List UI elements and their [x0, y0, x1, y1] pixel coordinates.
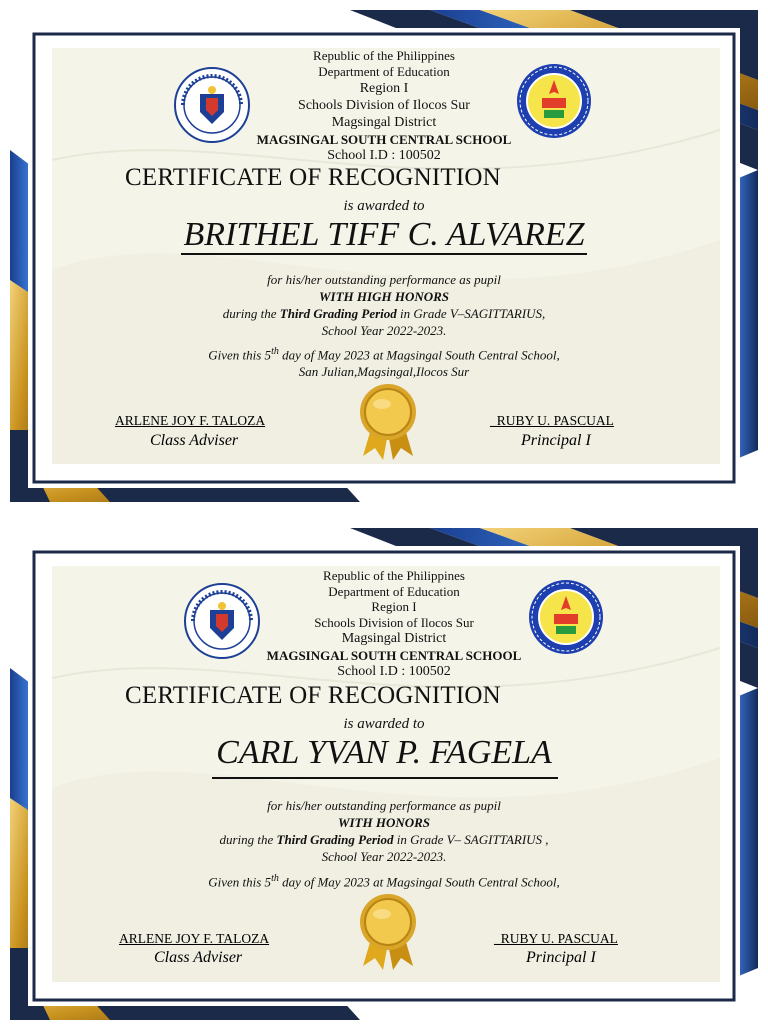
principal-name: _RUBY U. PASCUAL — [494, 931, 618, 946]
gold-seal-icon — [355, 382, 421, 462]
performance-text: for his/her outstanding performance as pupil — [267, 272, 501, 287]
header-district: Magsingal District — [341, 631, 447, 646]
certificate-2 — [10, 528, 758, 1020]
honor-text: WITH HONORS — [337, 815, 431, 830]
header-department: Department of Education — [318, 64, 450, 79]
header-district: Magsingal District — [331, 115, 437, 130]
gold-seal-icon — [355, 892, 421, 972]
header-region: Region I — [359, 81, 409, 96]
header-department: Department of Education — [328, 584, 460, 599]
certificate-1 — [10, 10, 758, 502]
performance-text: for his/her outstanding performance as pupil — [267, 798, 501, 813]
location-text: San Julian,Magsingal,Ilocos Sur — [298, 364, 470, 379]
header-school-id: School I.D : 100502 — [327, 148, 441, 163]
awarded-to-text: is awarded to — [343, 198, 425, 214]
adviser-role: Class Adviser — [150, 432, 239, 449]
given-text: Given this 5th day of May 2023 at Magsingal South Central School, — [208, 873, 560, 890]
certificate-title: CERTIFICATE OF RECOGNITION — [125, 164, 501, 191]
honor-text: WITH HIGH HONORS — [318, 289, 450, 304]
header-school: MAGSINGAL SOUTH CENTRAL SCHOOL — [256, 132, 512, 147]
grading-period-text: during the Third Grading Period in Grade V– SAGITTARIUS , — [219, 832, 549, 847]
school-year-text: School Year 2022-2023. — [321, 849, 447, 864]
certificate-title: CERTIFICATE OF RECOGNITION — [125, 682, 501, 709]
header-division: Schools Division of Ilocos Sur — [298, 98, 470, 113]
header-republic: Republic of the Philippines — [323, 568, 465, 583]
header-school: MAGSINGAL SOUTH CENTRAL SCHOOL — [266, 648, 522, 663]
given-text: Given this 5th day of May 2023 at Magsingal South Central School, — [208, 346, 560, 363]
recipient-name: CARL YVAN P. FAGELA — [216, 734, 552, 771]
principal-name: _RUBY U. PASCUAL — [490, 413, 614, 428]
recipient-name: BRITHEL TIFF C. ALVAREZ — [183, 216, 585, 253]
school-year-text: School Year 2022-2023. — [321, 323, 447, 338]
header-republic: Republic of the Philippines — [313, 48, 455, 63]
header-school-id: School I.D : 100502 — [337, 664, 451, 679]
header-division: Schools Division of Ilocos Sur — [314, 615, 474, 630]
principal-role: Principal I — [526, 949, 596, 966]
adviser-name: ARLENE JOY F. TALOZA — [119, 931, 270, 946]
awarded-to-text: is awarded to — [343, 716, 425, 732]
adviser-name: ARLENE JOY F. TALOZA — [115, 413, 266, 428]
principal-role: Principal I — [521, 432, 591, 449]
grading-period-text: during the Third Grading Period in Grade V–SAGITTARIUS, — [222, 306, 546, 321]
header-region: Region I — [371, 599, 417, 614]
adviser-role: Class Adviser — [154, 949, 243, 966]
name-underline — [212, 777, 558, 779]
